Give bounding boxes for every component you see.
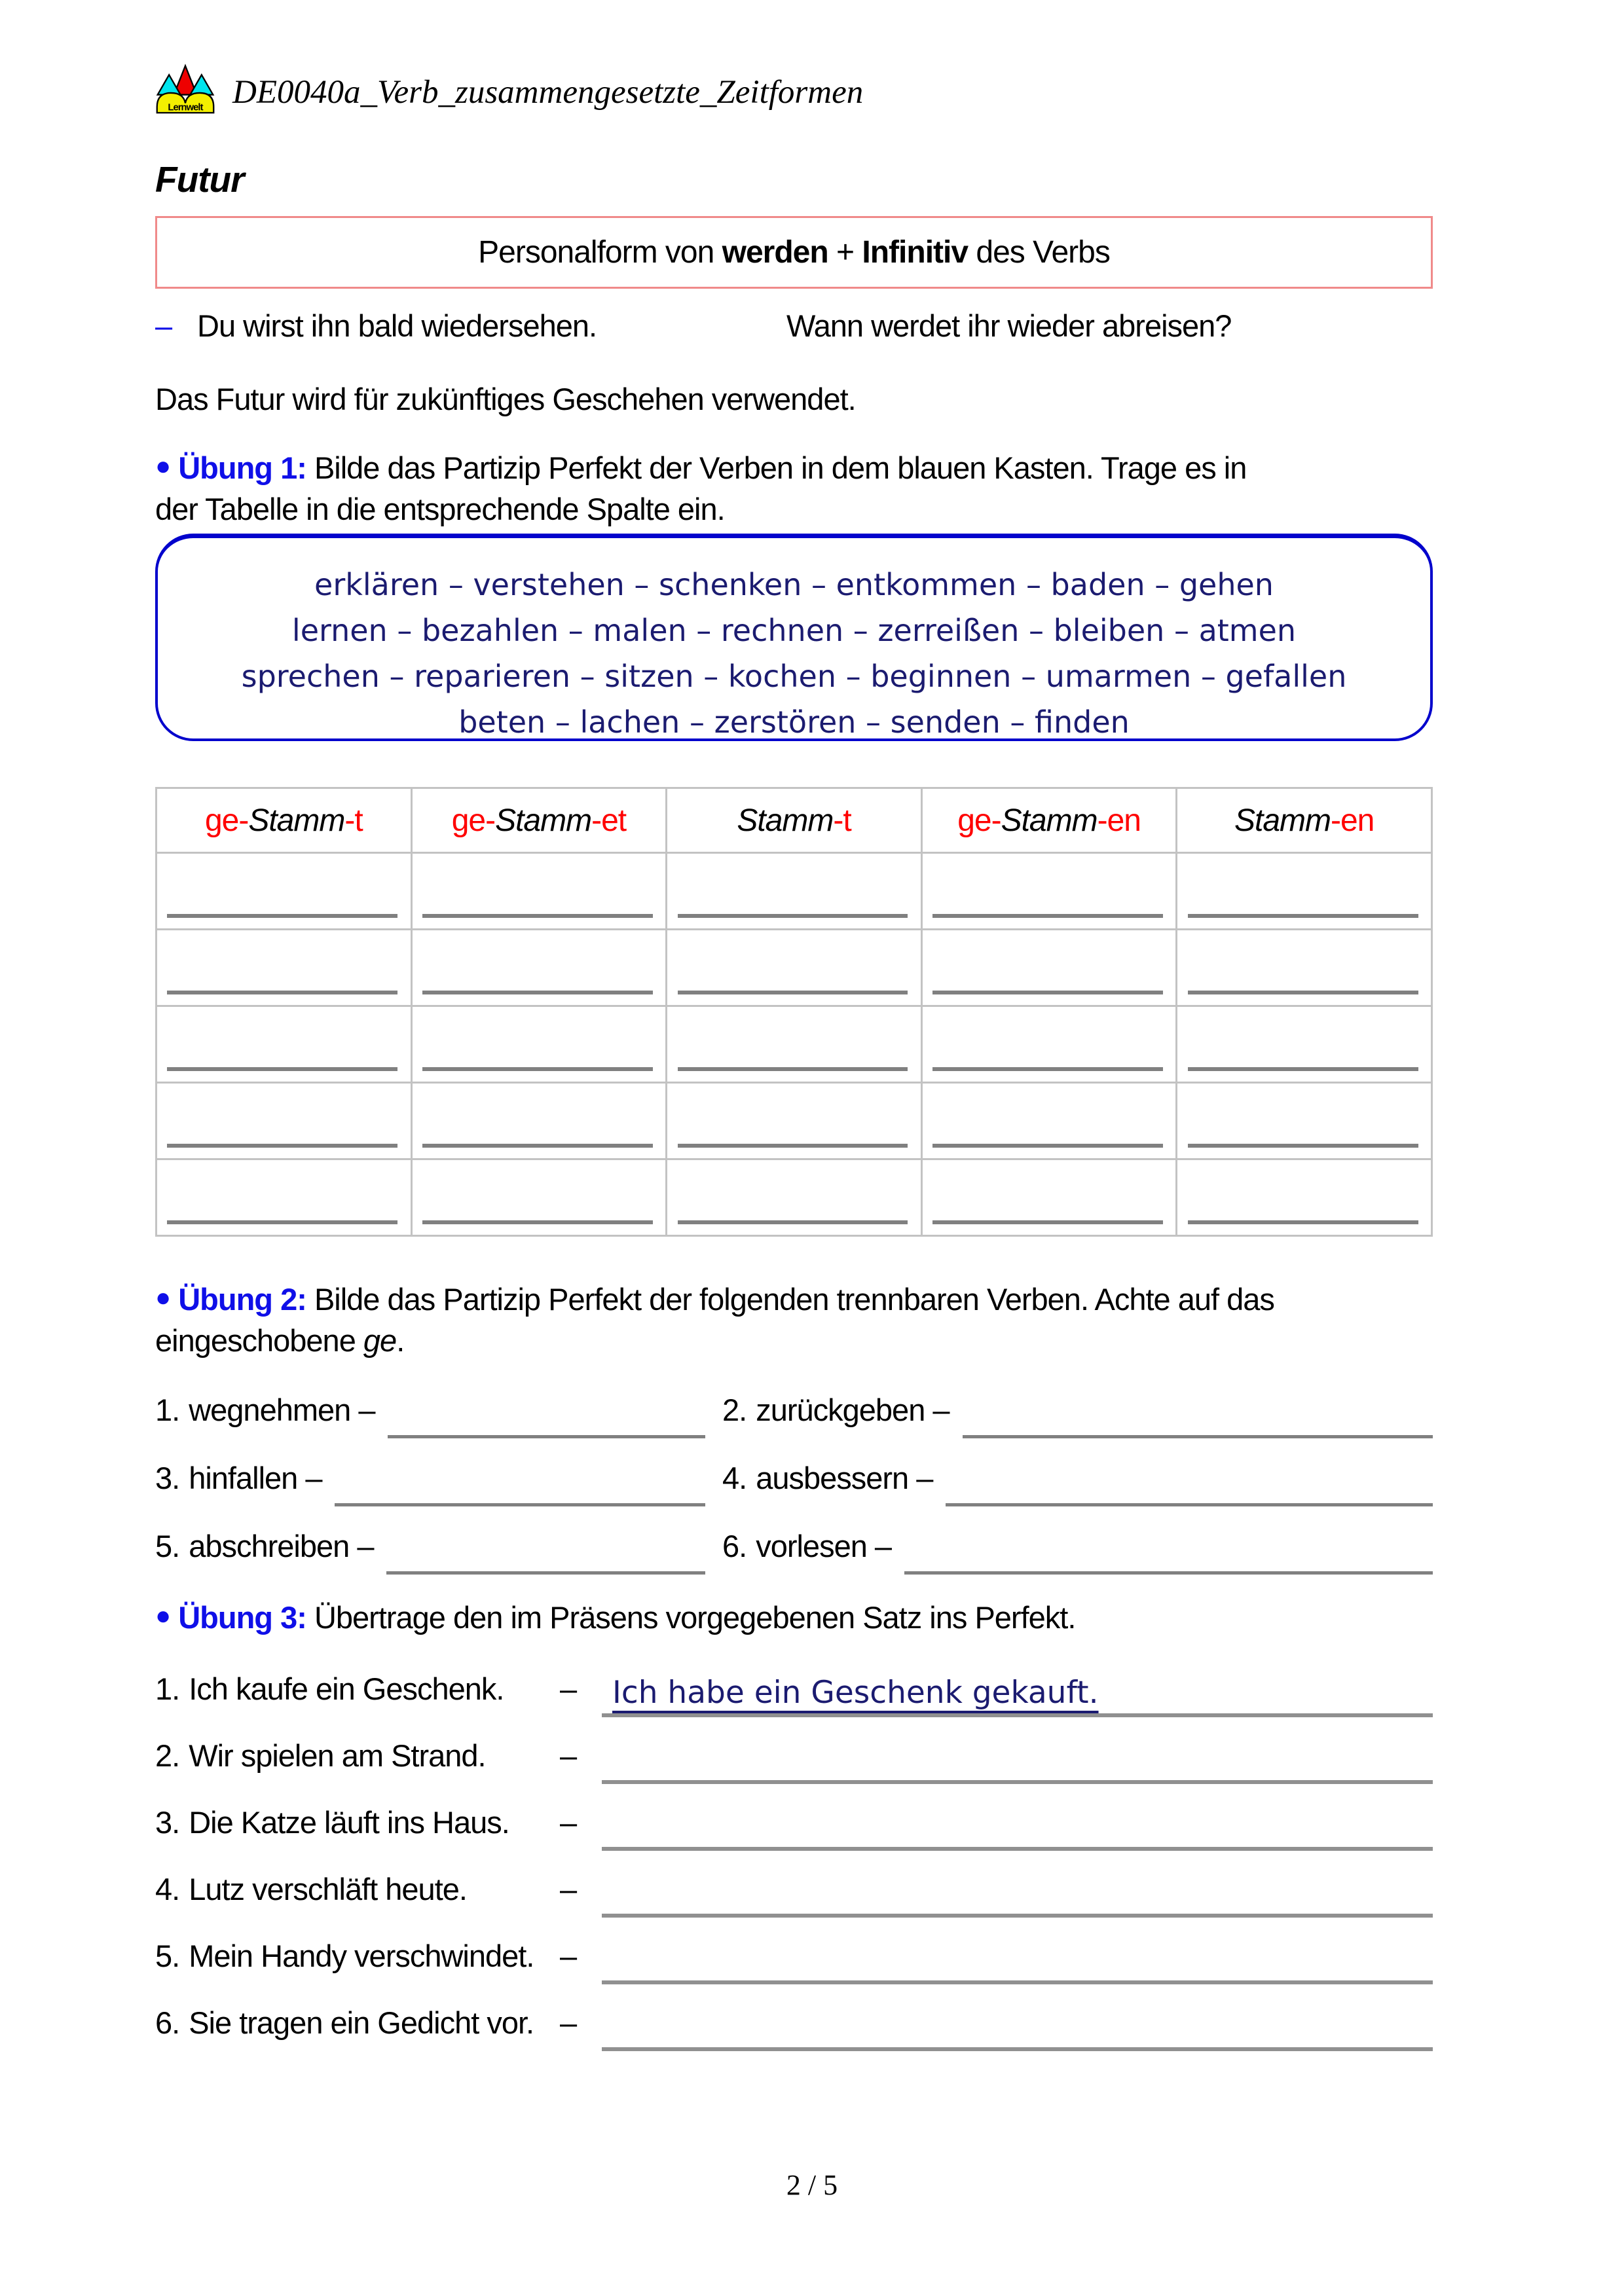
item-dash: – <box>560 1939 577 1973</box>
item-verb: wegnehmen – <box>189 1393 375 1427</box>
rule-box <box>155 216 1433 289</box>
example-sentence-left: Du wirst ihn bald wiedersehen. <box>197 308 597 343</box>
answer-blank-line <box>167 1067 397 1071</box>
uebung3-heading <box>155 1595 1433 1638</box>
item-verb: zurückgeben – <box>756 1393 950 1427</box>
uebung2-instruction-line2: eingeschobene ge. <box>155 1323 405 1358</box>
item-number: 6. <box>722 1529 747 1563</box>
table-cell <box>157 1083 412 1159</box>
item-verb: hinfallen – <box>189 1461 322 1495</box>
answer-blank-line <box>422 1220 653 1224</box>
uebung3-item <box>155 1664 1433 1709</box>
table-cell <box>921 930 1177 1006</box>
uebung2-heading <box>155 1277 1433 1361</box>
answer-blank-line <box>388 1435 705 1438</box>
verb-line: beten – lachen – zerstören – senden – finden <box>458 704 1130 740</box>
answer-blank-line <box>422 914 653 918</box>
uebung2-item <box>155 1459 705 1497</box>
item-verb: vorlesen – <box>756 1529 892 1563</box>
answer-blank-line <box>335 1503 705 1506</box>
uebung3-item <box>155 1802 1433 1843</box>
item-dash: – <box>560 1738 577 1773</box>
answer-blank-line <box>963 1435 1433 1438</box>
verb-word-box <box>155 534 1433 741</box>
verb-line: sprechen – reparieren – sitzen – kochen – beginnen – umarmen – gefallen <box>241 659 1347 694</box>
table-cell <box>411 1159 667 1236</box>
table-cell <box>1177 1006 1432 1083</box>
table-cell <box>667 1006 922 1083</box>
item-number: 2. <box>722 1393 747 1427</box>
table-cell <box>667 853 922 930</box>
answer-blank-line <box>602 1980 1433 1984</box>
answer-blank-line <box>602 1914 1433 1918</box>
answer-blank-line <box>932 991 1163 994</box>
answer-blank-line <box>422 1067 653 1071</box>
answer-blank-line <box>678 1220 908 1224</box>
item-dash: – <box>560 1671 577 1706</box>
item-sentence: 4. Lutz verschläft heute. <box>155 1872 467 1906</box>
table-cell <box>1177 930 1432 1006</box>
answer-blank-line <box>167 914 397 918</box>
table-cell <box>667 1159 922 1236</box>
table-cell <box>1177 1159 1432 1236</box>
document-title: DE0040a_Verb_zusammengesetzte_Zeitformen <box>232 74 864 111</box>
uebung3-label: Übung 3: <box>178 1600 306 1635</box>
uebung1-label: Übung 1: <box>178 450 306 485</box>
answer-blank-line <box>167 1220 397 1224</box>
answer-blank-line <box>386 1571 705 1575</box>
item-dash: – <box>560 2005 577 2040</box>
column-header: ge-Stamm-en <box>921 788 1177 853</box>
table-cell <box>157 853 412 930</box>
item-sentence: 2. Wir spielen am Strand. <box>155 1738 486 1773</box>
page-number: 2 / 5 <box>786 2169 838 2201</box>
table-row <box>157 1006 1432 1083</box>
table-cell <box>411 1083 667 1159</box>
answer-blank-line <box>1188 914 1418 918</box>
item-sentence: 6. Sie tragen ein Gedicht vor. <box>155 2005 534 2040</box>
item-verb: ausbessern – <box>756 1461 933 1495</box>
bullet-icon: ● <box>155 1601 171 1630</box>
table-cell <box>1177 853 1432 930</box>
column-header: ge-Stamm-t <box>157 788 412 853</box>
uebung2-item <box>722 1391 1433 1429</box>
uebung2-items <box>155 1391 1433 1565</box>
uebung3-item <box>155 1936 1433 1977</box>
column-header: Stamm-t <box>667 788 922 853</box>
table-cell <box>921 853 1177 930</box>
futur-note: Das Futur wird für zukünftiges Geschehen verwendet. <box>155 382 856 416</box>
example-dash: – <box>155 308 172 343</box>
uebung2-item <box>155 1391 705 1429</box>
table-cell <box>921 1159 1177 1236</box>
answer-blank-line <box>167 991 397 994</box>
uebung1-heading <box>155 446 1433 530</box>
item-number: 5. <box>155 1529 180 1563</box>
table-cell <box>667 930 922 1006</box>
uebung2-item <box>155 1527 705 1565</box>
item-number: 1. <box>155 1393 180 1427</box>
table-row <box>157 1159 1432 1236</box>
uebung3-item <box>155 1869 1433 1910</box>
table-cell <box>157 930 412 1006</box>
answer-blank-line <box>1188 1144 1418 1148</box>
table-cell <box>157 1159 412 1236</box>
answer-blank-line <box>932 914 1163 918</box>
uebung1-instruction-line1: Bilde das Partizip Perfekt der Verben in dem blauen Kasten. Trage es in <box>314 450 1247 485</box>
item-sentence: 5. Mein Handy verschwindet. <box>155 1939 534 1973</box>
example-sentence-right: Wann werdet ihr wieder abreisen? <box>786 308 1232 343</box>
rule-text: Personalform von werden + Infinitiv des Verbs <box>478 235 1110 270</box>
verb-line: lernen – bezahlen – malen – rechnen – zerreißen – bleiben – atmen <box>291 613 1297 648</box>
item-sentence: 3. Die Katze läuft ins Haus. <box>155 1805 509 1840</box>
uebung1-instruction-line2: der Tabelle in die entsprechende Spalte ein. <box>155 492 725 526</box>
item-dash: – <box>560 1872 577 1906</box>
answer-blank-line <box>602 1847 1433 1851</box>
answer-blank-line <box>167 1144 397 1148</box>
item-verb: abschreiben – <box>189 1529 374 1563</box>
table-cell <box>411 853 667 930</box>
bullet-icon: ● <box>155 452 171 481</box>
section-heading: Futur <box>155 159 244 200</box>
item-number: 3. <box>155 1461 180 1495</box>
table-cell <box>411 930 667 1006</box>
table-cell <box>157 1006 412 1083</box>
answer-blank-line <box>602 1672 1433 1717</box>
uebung3-instruction: Übertrage den im Präsens vorgegebenen Satz ins Perfekt. <box>314 1600 1076 1635</box>
uebung2-item <box>722 1459 1433 1497</box>
answer-blank-line <box>1188 991 1418 994</box>
item-number: 4. <box>722 1461 747 1495</box>
table-row <box>157 853 1432 930</box>
answer-blank-line <box>422 991 653 994</box>
logo-label: Lernwelt <box>168 102 203 113</box>
example-line <box>155 306 1433 346</box>
table-header-row <box>157 788 1432 853</box>
answer-blank-line <box>602 2047 1433 2051</box>
handwritten-answer: Ich habe ein Geschenk gekauft. <box>612 1675 1099 1711</box>
answer-blank-line <box>678 1067 908 1071</box>
answer-blank-line <box>932 1144 1163 1148</box>
answer-blank-line <box>678 991 908 994</box>
table-row <box>157 1083 1432 1159</box>
bullet-icon: ● <box>155 1283 171 1312</box>
answer-blank-line <box>932 1067 1163 1071</box>
answer-blank-line <box>678 1144 908 1148</box>
table-cell <box>921 1006 1177 1083</box>
column-header: ge-Stamm-et <box>411 788 667 853</box>
table-row <box>157 930 1432 1006</box>
answer-blank-line <box>1188 1067 1418 1071</box>
answer-blank-line <box>932 1220 1163 1224</box>
answer-blank-line <box>678 914 908 918</box>
uebung2-label: Übung 2: <box>178 1282 306 1317</box>
table-cell <box>667 1083 922 1159</box>
item-dash: – <box>560 1805 577 1840</box>
lernwelt-logo-icon <box>155 63 215 122</box>
partizip-table <box>155 787 1433 1237</box>
uebung2-instruction-line1: Bilde das Partizip Perfekt der folgenden trennbaren Verben. Achte auf das <box>314 1282 1274 1317</box>
table-cell <box>411 1006 667 1083</box>
column-header: Stamm-en <box>1177 788 1432 853</box>
answer-blank-line <box>1188 1220 1418 1224</box>
table-cell <box>1177 1083 1432 1159</box>
uebung2-item <box>722 1527 1433 1565</box>
answer-blank-line <box>602 1780 1433 1784</box>
uebung3-item <box>155 1736 1433 1776</box>
answer-blank-line <box>946 1503 1433 1506</box>
table-cell <box>921 1083 1177 1159</box>
answer-blank-line <box>904 1571 1433 1575</box>
page-header <box>155 0 1433 122</box>
answer-blank-line <box>422 1144 653 1148</box>
uebung3-items <box>155 1664 1433 2043</box>
verb-line: erklären – verstehen – schenken – entkommen – baden – gehen <box>314 567 1274 602</box>
item-sentence: 1. Ich kaufe ein Geschenk. <box>155 1671 504 1706</box>
uebung3-item <box>155 2003 1433 2043</box>
